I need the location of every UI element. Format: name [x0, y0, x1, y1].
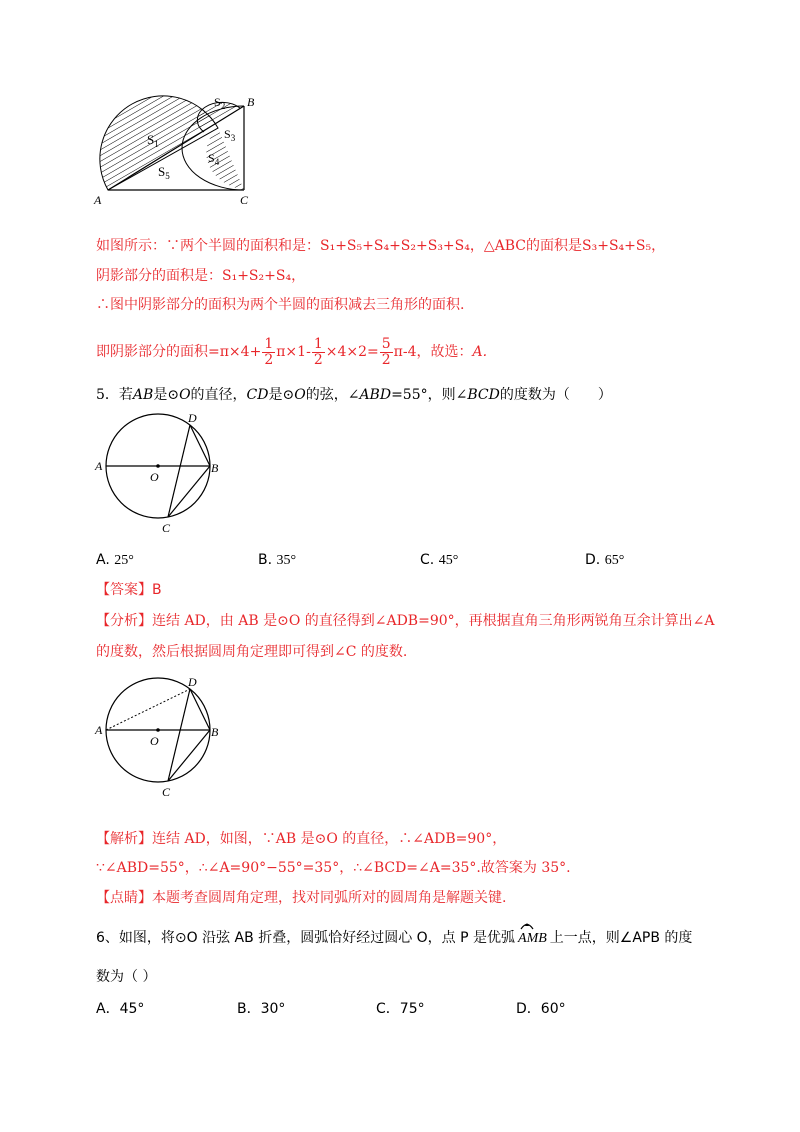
center-dot: [156, 464, 160, 468]
sol4-line4-mid2: ×4×2=: [325, 344, 379, 360]
q6-option-d[interactable]: D．60°: [516, 1001, 566, 1017]
arc-amb: AMB: [518, 930, 547, 948]
label-s4: $S_4$: [208, 151, 220, 167]
center-dot: [156, 728, 160, 732]
q5-option-b[interactable]: B. 35°: [258, 552, 297, 568]
label-c: C: [240, 193, 249, 207]
label-o: O: [150, 470, 159, 484]
label-s2: $S_2$: [214, 95, 226, 111]
label-a: A: [94, 193, 102, 207]
chord-db: [190, 425, 210, 466]
sol4-line3: ∴图中阴影部分的面积为两个半圆的面积减去三角形的面积.: [96, 297, 465, 313]
q6-option-a[interactable]: A．45°: [96, 1001, 145, 1017]
chord-db: [190, 689, 210, 730]
q5-option-a[interactable]: A. 25°: [96, 552, 134, 568]
sol4-line1: 如图所示：∵两个半圆的面积和是：S₁+S₅+S₄+S₂+S₃+S₄，△ABC的面积是S₃+S₄+S₅，: [96, 238, 666, 254]
sol4-line4-mid1: π×1-: [276, 344, 311, 360]
arc-mark-icon: [520, 922, 534, 930]
dotted-ad: [106, 689, 190, 730]
sol4-line4-pre: 即阴影部分的面积=π×4+: [96, 344, 262, 360]
q5-dianjing: 【点睛】本题考查圆周角定理，找对同弧所对的圆周角是解题关键.: [96, 890, 507, 906]
label-d: D: [188, 675, 197, 689]
q5-option-d[interactable]: D. 65°: [585, 552, 625, 568]
label-s1: $S_1$: [147, 132, 159, 149]
q5-jiexi-2: ∵∠ABD=55°，∴∠A=90°−55°=35°，∴∠BCD=∠A=35°.故答案为 35°.: [96, 860, 571, 876]
q6-stem-2: 数为（ ）: [96, 969, 157, 985]
label-a: A: [95, 459, 103, 473]
figure-semicircles: [90, 92, 270, 212]
q6-option-c[interactable]: C．75°: [376, 1001, 425, 1017]
sol4-line4-post: π-4，故选：: [393, 344, 473, 360]
q6-option-b[interactable]: B．30°: [237, 1001, 286, 1017]
label-d: D: [188, 411, 197, 425]
q5-option-c[interactable]: C. 45°: [420, 552, 459, 568]
label-a: A: [95, 723, 103, 737]
q5-jiexi-1: 【解析】连结 AD，如图，∵AB 是⊙O 的直径，∴∠ADB=90°，: [96, 831, 507, 847]
label-b: B: [247, 95, 255, 109]
q5-stem: 5．若AB是⊙O的直径，CD是⊙O的弦，∠ABD=55°，则∠BCD的度数为（ ）: [96, 387, 612, 403]
sol4-line4: [96, 334, 487, 370]
label-s5: $S_5$: [158, 164, 170, 181]
label-o: O: [150, 734, 159, 748]
fraction-3: $\frac{5}{2}$: [381, 335, 391, 368]
label-c: C: [162, 785, 171, 799]
figure-circle-q5-solution: [92, 672, 222, 800]
q5-analysis-1: 【分析】连结 AD，由 AB 是⊙O 的直径得到∠ADB=90°，再根据直角三角形两锐角互余计算出∠A: [96, 613, 715, 629]
fraction-1: $\frac{1}{2}$: [264, 335, 274, 368]
q6-stem-1: 6、如图，将⊙O 沿弦 AB 折叠，圆弧恰好经过圆心 O，点 P 是优弧 AMB 上一点，则∠APB 的度: [96, 929, 692, 948]
figure-circle-q5: [92, 408, 222, 536]
label-b: B: [211, 461, 219, 475]
q5-answer: 【答案】B: [96, 582, 162, 598]
label-s3: $S_3$: [224, 127, 236, 143]
sol4-line2: 阴影部分的面积是：S₁+S₂+S₄，: [96, 268, 306, 284]
label-b: B: [211, 725, 219, 739]
q5-analysis-2: 的度数，然后根据圆周角定理即可得到∠C 的度数.: [96, 644, 408, 660]
sol4-answer: A.: [472, 344, 488, 360]
label-c: C: [162, 521, 171, 535]
fraction-2: $\frac{1}{2}$: [313, 335, 323, 368]
